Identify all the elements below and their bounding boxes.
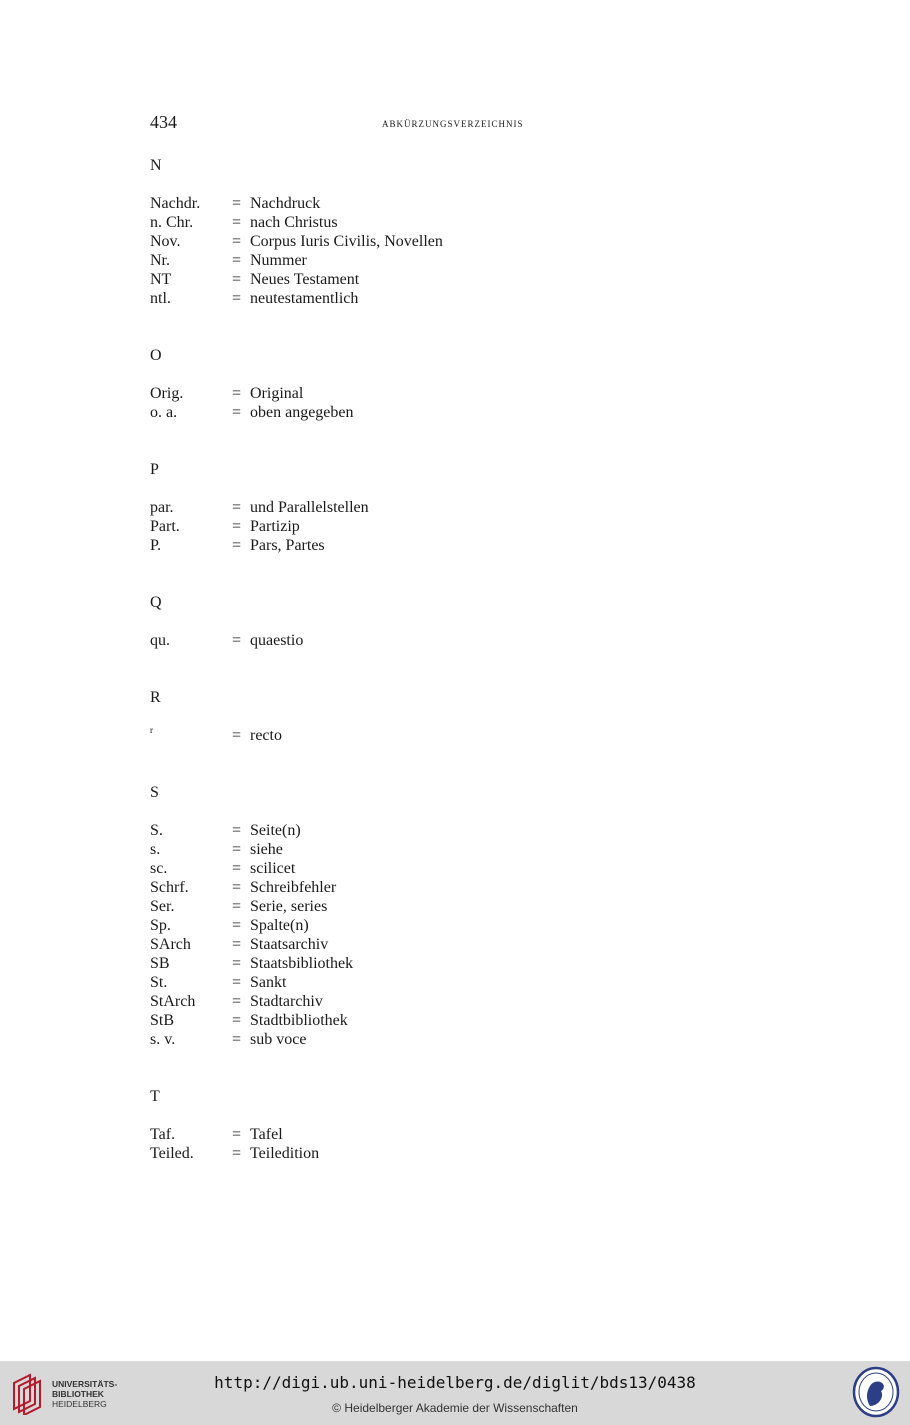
equals-sign: = bbox=[232, 233, 242, 250]
page-number: 434 bbox=[150, 112, 177, 132]
section-q bbox=[150, 593, 650, 650]
equals-sign: = bbox=[232, 936, 242, 953]
abbreviation: s. bbox=[150, 841, 161, 858]
abbreviation: o. a. bbox=[150, 404, 178, 421]
abbreviation: StB bbox=[150, 1012, 175, 1029]
abbreviation: SB bbox=[150, 955, 170, 972]
meaning: Nummer bbox=[250, 252, 307, 269]
meaning: Corpus Iuris Civilis, Novellen bbox=[250, 233, 443, 250]
meaning: Serie, series bbox=[250, 898, 328, 915]
abbreviation: Teiled. bbox=[150, 1145, 194, 1162]
abbreviation: P. bbox=[150, 537, 162, 554]
equals-sign: = bbox=[232, 1012, 242, 1029]
equals-sign: = bbox=[232, 974, 242, 991]
meaning: Stadtarchiv bbox=[250, 993, 323, 1010]
academy-seal bbox=[852, 1366, 900, 1418]
equals-sign: = bbox=[232, 822, 242, 839]
abbreviation: s. v. bbox=[150, 1031, 176, 1048]
meaning: recto bbox=[250, 727, 282, 744]
abbreviation-entry bbox=[150, 270, 650, 289]
meaning: Stadtbibliothek bbox=[250, 1012, 348, 1029]
abbreviation-entry bbox=[150, 384, 650, 403]
section-letter: S bbox=[150, 784, 159, 801]
equals-sign: = bbox=[232, 290, 242, 307]
abbreviation: n. Chr. bbox=[150, 214, 194, 231]
library-line-2: BIBLIOTHEK bbox=[52, 1389, 104, 1399]
meaning: Spalte(n) bbox=[250, 917, 309, 934]
equals-sign: = bbox=[232, 917, 242, 934]
academy-seal-icon bbox=[852, 1366, 900, 1418]
copyright-notice: © Heidelberger Akademie der Wissenschaften bbox=[332, 1401, 578, 1415]
meaning: nach Christus bbox=[250, 214, 338, 231]
equals-sign: = bbox=[232, 214, 242, 231]
meaning: Tafel bbox=[250, 1126, 283, 1143]
equals-sign: = bbox=[232, 1145, 242, 1162]
permalink-url[interactable]: http://digi.ub.uni-heidelberg.de/diglit/bds13/0438 bbox=[214, 1373, 696, 1392]
abbreviation-entry bbox=[150, 251, 650, 270]
section-n bbox=[150, 156, 650, 308]
abbreviation-entry bbox=[150, 1030, 650, 1049]
meaning: und Parallelstellen bbox=[250, 499, 369, 516]
equals-sign: = bbox=[232, 1031, 242, 1048]
page-header bbox=[150, 112, 620, 136]
abbreviation-entry bbox=[150, 954, 650, 973]
abbreviation: ntl. bbox=[150, 290, 171, 307]
abbreviation: qu. bbox=[150, 632, 170, 649]
abbreviation: sc. bbox=[150, 860, 168, 877]
abbreviation-entry bbox=[150, 897, 650, 916]
abbreviation: Orig. bbox=[150, 385, 184, 402]
abbreviation-entry bbox=[150, 631, 650, 650]
meaning: Partizip bbox=[250, 518, 300, 535]
equals-sign: = bbox=[232, 537, 242, 554]
abbreviation: StArch bbox=[150, 993, 196, 1010]
meaning: Nachdruck bbox=[250, 195, 321, 212]
abbreviation-list bbox=[150, 156, 650, 1201]
abbreviation-entry bbox=[150, 992, 650, 1011]
equals-sign: = bbox=[232, 518, 242, 535]
section-p bbox=[150, 460, 650, 555]
section-letter: N bbox=[150, 157, 162, 174]
abbreviation: Sp. bbox=[150, 917, 171, 934]
abbreviation-entry bbox=[150, 859, 650, 878]
meaning: quaestio bbox=[250, 632, 304, 649]
equals-sign: = bbox=[232, 404, 242, 421]
meaning: Teiledition bbox=[250, 1145, 320, 1162]
section-letter: P bbox=[150, 461, 159, 478]
abbreviation: Nr. bbox=[150, 252, 170, 269]
section-letter: Q bbox=[150, 594, 162, 611]
abbreviation-entry bbox=[150, 973, 650, 992]
abbreviation: Taf. bbox=[150, 1126, 176, 1143]
abbreviation: Nov. bbox=[150, 233, 181, 250]
section-r bbox=[150, 688, 650, 745]
abbreviation: r bbox=[150, 725, 153, 735]
abbreviation: S. bbox=[150, 822, 163, 839]
abbreviation: Part. bbox=[150, 518, 180, 535]
equals-sign: = bbox=[232, 879, 242, 896]
abbreviation-entry bbox=[150, 232, 650, 251]
meaning: sub voce bbox=[250, 1031, 307, 1048]
equals-sign: = bbox=[232, 195, 242, 212]
abbreviation-entry bbox=[150, 536, 650, 555]
section-o bbox=[150, 346, 650, 422]
footer-bar bbox=[0, 1361, 910, 1425]
equals-sign: = bbox=[232, 841, 242, 858]
abbreviation-entry bbox=[150, 289, 650, 308]
abbreviation-entry bbox=[150, 498, 650, 517]
abbreviation-entry bbox=[150, 1011, 650, 1030]
equals-sign: = bbox=[232, 271, 242, 288]
section-s bbox=[150, 783, 650, 1049]
meaning: siehe bbox=[250, 841, 283, 858]
meaning: Seite(n) bbox=[250, 822, 301, 839]
equals-sign: = bbox=[232, 385, 242, 402]
equals-sign: = bbox=[232, 632, 242, 649]
library-line-1: UNIVERSITÄTS- bbox=[52, 1379, 118, 1389]
abbreviation: St. bbox=[150, 974, 168, 991]
meaning: Schreibfehler bbox=[250, 879, 337, 896]
meaning: Pars, Partes bbox=[250, 537, 325, 554]
section-letter: R bbox=[150, 689, 161, 706]
running-title: abkürzungsverzeichnis bbox=[382, 115, 524, 130]
meaning: Original bbox=[250, 385, 304, 402]
abbreviation: par. bbox=[150, 499, 174, 516]
abbreviation-entry bbox=[150, 1144, 650, 1163]
equals-sign: = bbox=[232, 993, 242, 1010]
section-t bbox=[150, 1087, 650, 1163]
meaning: Sankt bbox=[250, 974, 287, 991]
meaning: Staatsbibliothek bbox=[250, 955, 354, 972]
library-line-3: HEIDELBERG bbox=[52, 1399, 107, 1409]
abbreviation-entry bbox=[150, 878, 650, 897]
equals-sign: = bbox=[232, 1126, 242, 1143]
abbreviation-entry bbox=[150, 213, 650, 232]
equals-sign: = bbox=[232, 955, 242, 972]
equals-sign: = bbox=[232, 499, 242, 516]
meaning: scilicet bbox=[250, 860, 296, 877]
equals-sign: = bbox=[232, 898, 242, 915]
abbreviation: Nachdr. bbox=[150, 195, 201, 212]
abbreviation-entry bbox=[150, 726, 650, 745]
section-letter: O bbox=[150, 347, 162, 364]
meaning: oben angegeben bbox=[250, 404, 354, 421]
abbreviation-entry bbox=[150, 916, 650, 935]
abbreviation-entry bbox=[150, 403, 650, 422]
equals-sign: = bbox=[232, 727, 242, 744]
abbreviation: Schrf. bbox=[150, 879, 189, 896]
abbreviation: Ser. bbox=[150, 898, 175, 915]
section-letter: T bbox=[150, 1088, 160, 1105]
meaning: Neues Testament bbox=[250, 271, 360, 288]
abbreviation-entry bbox=[150, 194, 650, 213]
equals-sign: = bbox=[232, 252, 242, 269]
abbreviation-entry bbox=[150, 1125, 650, 1144]
meaning: neutestamentlich bbox=[250, 290, 359, 307]
abbreviation-entry bbox=[150, 517, 650, 536]
meaning: Staatsarchiv bbox=[250, 936, 329, 953]
abbreviation: NT bbox=[150, 271, 172, 288]
abbreviation-entry bbox=[150, 935, 650, 954]
equals-sign: = bbox=[232, 860, 242, 877]
abbreviation-entry bbox=[150, 821, 650, 840]
abbreviation-entry bbox=[150, 840, 650, 859]
abbreviation: SArch bbox=[150, 936, 191, 953]
